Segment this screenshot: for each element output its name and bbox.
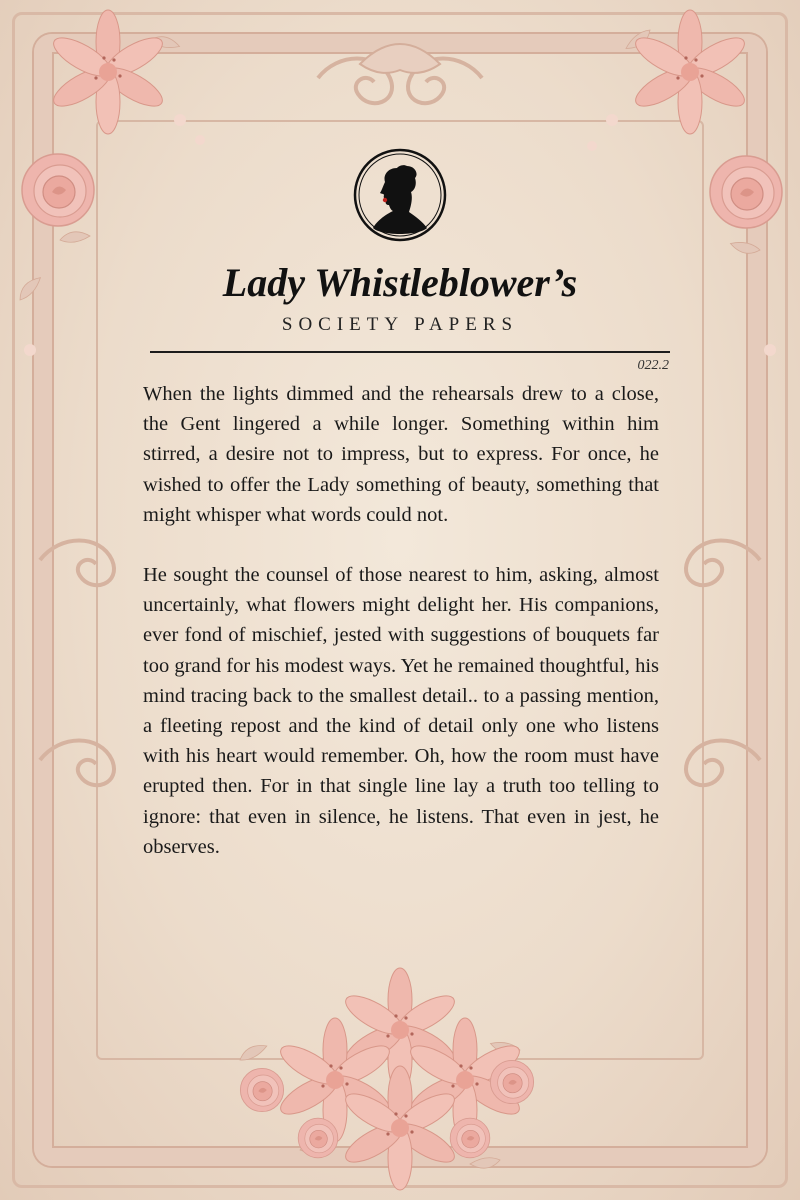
masthead-subtitle: SOCIETY PAPERS bbox=[281, 314, 519, 335]
header-divider bbox=[150, 351, 670, 353]
issue-number: 022.2 bbox=[637, 358, 669, 373]
article-body bbox=[143, 379, 659, 892]
paragraph: He sought the counsel of those nearest to him, asking, almost uncertainly, what flowers might delight her. His companions, ever fond of mischief, jested with suggestions of bouquets far too grand for his modest ways. Yet he remained thoughtful, his mind tracing back to the smallest detail.. to a passing mention, a fleeting repost and the kind of detail only one who listens with his heart would remember. Oh, how the room must have erupted then. For in that single line lay a truth too telling to ignore: that even in silence, he listens. That even in jest, he observes. bbox=[143, 564, 659, 858]
lady-silhouette-cameo-icon bbox=[353, 148, 447, 242]
masthead-title: Lady Whistleblower’s bbox=[222, 260, 578, 305]
paragraph: When the lights dimmed and the rehearsals drew to a close, the Gent lingered a while longer. Something within him stirred, a desire not to impress, but to express. For once, he wished to offer the Lady something of beauty, something that might whisper what words could not. bbox=[143, 383, 659, 526]
